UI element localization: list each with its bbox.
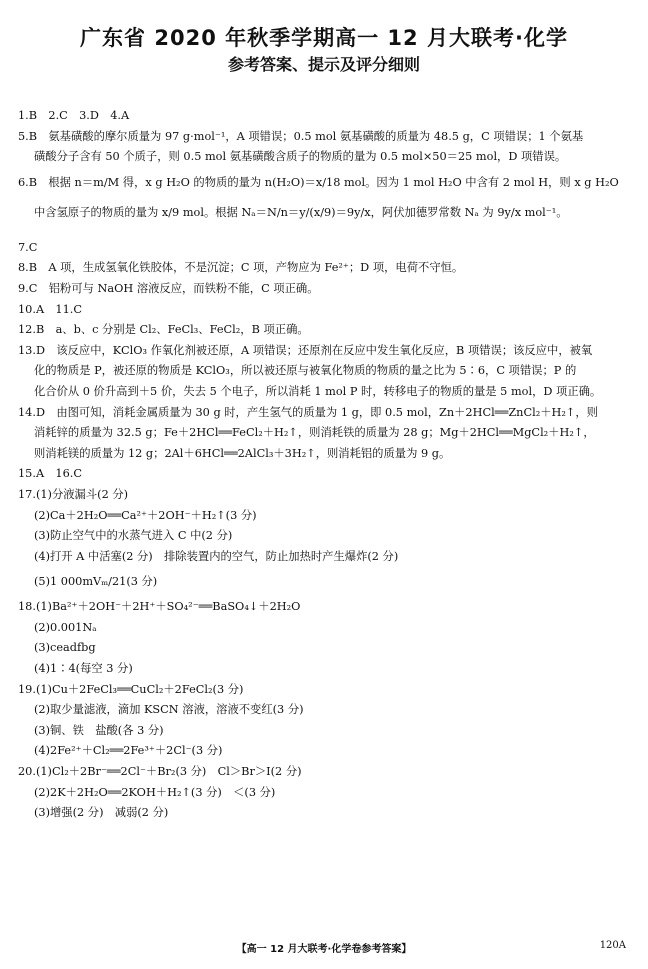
page-subtitle: 参考答案、提示及评分细则 — [227, 55, 420, 74]
answer-line: 则消耗镁的质量为 12 g；2Al＋6HCl══2AlCl₃＋3H₂↑，则消耗铝的质量为 9 g。 — [34, 446, 451, 460]
answer-line: 19.(1)Cu＋2FeCl₃══CuCl₂＋2FeCl₂(3 分) — [18, 682, 244, 696]
answer-line: 12.B a、b、c 分别是 Cl₂、FeCl₃、FeCl₂，B 项正确。 — [18, 323, 309, 337]
answer-line: (3)增强(2 分) 减弱(2 分) — [34, 806, 169, 820]
answer-line: (4)打开 A 中活塞(2 分) 排除装置内的空气，防止加热时产生爆炸(2 分) — [34, 549, 399, 563]
answer-line: (2)2K＋2H₂O══2KOH＋H₂↑(3 分) ＜(3 分) — [34, 785, 276, 799]
answer-line: 14.D 由图可知，消耗金属质量为 30 g 时，产生氢气的质量为 1 g，即 0.5 mol，Zn＋2HCl══ZnCl₂＋H₂↑，则 — [18, 405, 598, 419]
answer-line: (3)铜、铁 盐酸(各 3 分) — [34, 723, 164, 737]
answer-line: (2)取少量滤液，滴加 KSCN 溶液，溶液不变红(3 分) — [34, 703, 304, 717]
answer-line: 5.B 氨基磺酸的摩尔质量为 97 g·mol⁻¹，A 项错误；0.5 mol 氨基磺酸的质量为 48.5 g，C 项错误；1 个氨基 — [18, 129, 584, 143]
answer-line: 7.C — [18, 240, 38, 254]
answer-line: 1.B 2.C 3.D 4.A — [18, 109, 130, 122]
answer-line: (3)防止空气中的水蒸气进入 C 中(2 分) — [34, 529, 233, 543]
answer-line: 化合价从 0 价升高到＋5 价，失去 5 个电子，所以消耗 1 mol P 时，转移电子的物质的量是 5 mol，D 项正确。 — [34, 384, 602, 398]
answer-line: 6.B 根据 n＝m/M 得，x g H₂O 的物质的量为 n(H₂O)＝x/18 mol。因为 1 mol H₂O 中含有 2 mol H，则 x g H₂O — [18, 175, 619, 189]
answer-line: 消耗锌的质量为 32.5 g；Fe＋2HCl══FeCl₂＋H₂↑，则消耗铁的质量为 28 g；Mg＋2HCl══MgCl₂＋H₂↑， — [34, 426, 595, 440]
answer-line: 18.(1)Ba²⁺＋2OH⁻＋2H⁺＋SO₄²⁻══BaSO₄↓＋2H₂O — [18, 600, 301, 614]
answer-line: 化的物质是 P，被还原的物质是 KClO₃，所以被还原与被氧化物质的物质的量之比为 5∶6，C 项错误；P 的 — [34, 364, 577, 378]
answer-line: 8.B A 项，生成氢氧化铁胶体，不是沉淀；C 项，产物应为 Fe²⁺；D 项，电荷不守恒。 — [18, 261, 464, 275]
page-title: 广东省 2020 年秋季学期高一 12 月大联考·化学 — [80, 26, 568, 50]
answer-line: (2)0.001Nₐ — [34, 620, 97, 634]
answer-line: 磺酸分子含有 50 个质子，则 0.5 mol 氨基磺酸含质子的物质的量为 0.5 mol×50＝25 mol，D 项错误。 — [34, 150, 567, 164]
answer-line: (4)1∶4(每空 3 分) — [34, 662, 133, 676]
answer-line: (3)ceadfbg — [34, 641, 96, 655]
answer-line: 9.C 铝粉可与 NaOH 溶液反应，而铁粉不能，C 项正确。 — [18, 281, 319, 295]
answer-body — [18, 106, 630, 824]
answer-line: 10.A 11.C — [18, 302, 83, 316]
answer-line: 13.D 该反应中，KClO₃ 作氧化剂被还原，A 项错误；还原剂在反应中发生氧化反应，B 项错误；该反应中，被氧 — [18, 343, 593, 357]
answer-line: 17.(1)分液漏斗(2 分) — [18, 487, 129, 501]
answer-line: 中含氢原子的物质的量为 x/9 mol。根据 Nₐ＝N/n＝y/(x/9)＝9y/x，阿伏加德罗常数 Nₐ 为 9y/x mol⁻¹。 — [34, 205, 568, 219]
answer-line: (2)Ca＋2H₂O══Ca²⁺＋2OH⁻＋H₂↑(3 分) — [34, 508, 257, 522]
answer-line: (5)1 000mVₘ/21(3 分) — [34, 575, 158, 589]
spacer — [18, 228, 630, 238]
page-footer: 【高一 12 月大联考·化学卷参考答案】 — [236, 944, 412, 955]
page-code: 120A — [599, 940, 626, 951]
answer-line: (4)2Fe²⁺＋Cl₂══2Fe³⁺＋2Cl⁻(3 分) — [34, 744, 223, 758]
answer-line: 15.A 16.C — [18, 467, 83, 481]
answer-line: 20.(1)Cl₂＋2Br⁻══2Cl⁻＋Br₂(3 分) Cl＞Br＞I(2 分) — [18, 765, 302, 779]
